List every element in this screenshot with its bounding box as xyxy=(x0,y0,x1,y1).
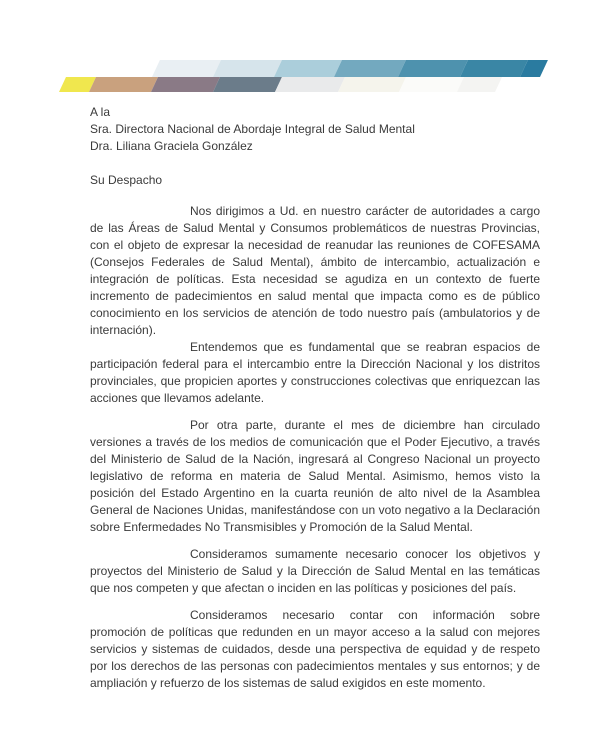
banner-segment xyxy=(152,60,221,77)
recipient-name-line: Dra. Liliana Graciela González xyxy=(90,139,253,153)
letter-body xyxy=(90,203,540,692)
banner-segment xyxy=(457,77,502,92)
recipient-title-line: Sra. Directora Nacional de Abordaje Integral de Salud Mental xyxy=(90,122,415,136)
banner-segment xyxy=(89,77,158,92)
banner-segment xyxy=(460,60,528,77)
paragraph-1: Nos dirigimos a Ud. en nuestro carácter de autoridades a cargo de las Áreas de Salud Mental y Consumos problemáticos de nuestras Provincias, con el objeto de expresar la necesidad de reanudar las reuniones de COFESAMA (Consejos Federales de Salud Mental), ámbito de intercambio, actualización e integración de políticas. Esta necesidad se agudiza en un contexto de fuerte incremento de padecimientos en salud mental que impacta como es de público conocimiento en los servicios de atención de todo nuestro país (ambulatorios y de internación). xyxy=(90,204,540,337)
banner-segment xyxy=(151,77,220,92)
paragraph-2: Entendemos que es fundamental que se reabran espacios de participación federal para el intercambio entre la Dirección Nacional y los distritos provinciales, que propicien aportes y construcciones colectivas que enriquezcan las acciones que llevamos adelante. xyxy=(90,340,540,405)
paragraph-3: Por otra parte, durante el mes de diciembre han circulado versiones a través de los medios de comunicación que el Poder Ejecutivo, a través del Ministerio de Salud de la Nación, ingresará al Congreso Nacional un proyecto legislativo de reforma en materia de Salud Mental. Asimismo, hemos visto la posición del Estado Argentino en la cuarta reunión de alto nivel de la Asamblea General de Naciones Unidas, manifestándose con un voto negativo a la Declaración sobre Enfermedades No Transmisibles y Promoción de la Salud Mental. xyxy=(90,418,540,534)
banner-segment xyxy=(275,77,345,92)
banner-segment xyxy=(274,60,342,77)
banner-top-row xyxy=(152,60,548,77)
banner-bottom-row xyxy=(59,77,502,92)
recipient-intro-line: A la xyxy=(90,105,111,119)
banner-segment xyxy=(338,77,406,92)
banner-segment xyxy=(213,60,282,77)
paragraph-5: Consideramos necesario contar con información sobre promoción de políticas que redunden en un mayor acceso a la salud con mejores servicios y sistemas de cuidados, desde una perspectiva de equidad y de respeto por los derechos de las personas con padecimientos mentales y sus entornos; y de ampliación y refuerzo de los sistemas de salud exigidos en este momento. xyxy=(90,608,540,690)
recipient-block xyxy=(90,104,560,155)
salutation: Su Despacho xyxy=(90,173,163,187)
banner-segment xyxy=(213,77,282,92)
banner-segment xyxy=(334,60,406,77)
banner-segment xyxy=(398,60,468,77)
banner-segment xyxy=(399,77,464,92)
paragraph-4: Consideramos sumamente necesario conocer los objetivos y proyectos del Ministerio de Salud y la Dirección de Salud Mental en las temáticas que nos competen y que afectan o inciden en las políticas y posiciones del país. xyxy=(90,547,540,595)
